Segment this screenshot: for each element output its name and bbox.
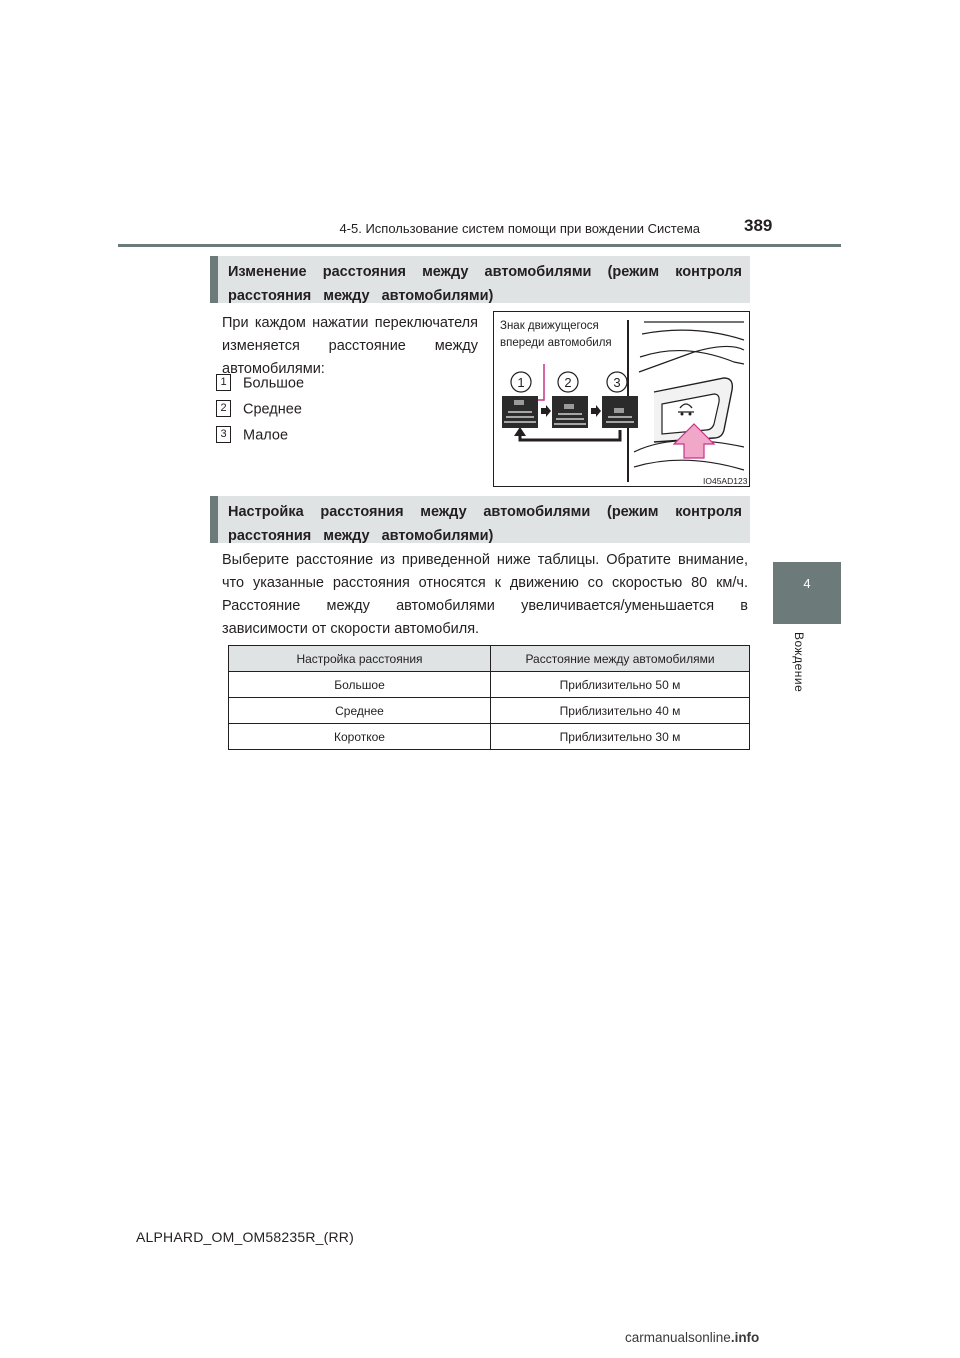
cycle-arrow [520, 430, 620, 440]
svg-text:1: 1 [517, 375, 525, 390]
callout-2 [558, 372, 578, 392]
list-item [216, 375, 304, 392]
list-item [216, 427, 288, 444]
item-number-badge: 1 [216, 374, 231, 391]
item-label: Малое [243, 427, 289, 444]
table-cell: Короткое [229, 724, 491, 750]
table-cell: Приблизительно 50 м [491, 672, 750, 698]
figure-caption [500, 318, 640, 352]
arrow-icon [541, 405, 551, 417]
figure-code: IO45AD123 [703, 476, 748, 486]
display-long-distance [502, 396, 538, 428]
section1-paragraph [222, 312, 478, 381]
svg-text:3: 3 [613, 375, 621, 390]
column-header: Настройка расстояния [229, 646, 491, 672]
section-heading-change-distance [210, 256, 750, 303]
callout-3 [607, 372, 627, 392]
item-label: Большое [243, 375, 305, 392]
section-title: Настройка расстояния между автомобилями (режим контроля расстояния между автомобилями) [228, 504, 742, 544]
list-item [216, 401, 302, 418]
section-heading-set-distance [210, 496, 750, 543]
table-row [229, 672, 750, 698]
header-divider [118, 244, 841, 247]
display-short-distance [602, 396, 638, 428]
item-number-badge: 2 [216, 400, 231, 417]
distance-table [228, 645, 750, 750]
chapter-title: Вождение [792, 632, 806, 693]
column-header: Расстояние между автомобилями [491, 646, 750, 672]
table-row [229, 724, 750, 750]
watermark-suffix: .info [730, 1330, 760, 1345]
leader-line [530, 364, 544, 400]
display-middle-distance [552, 396, 588, 428]
watermark-prefix: carmanualsonline [625, 1330, 731, 1345]
table-cell: Приблизительно 30 м [491, 724, 750, 750]
paragraph-text: При каждом нажатии переключателя изменяется расстояние между автомобилями: [222, 315, 478, 377]
callout-1 [511, 372, 531, 392]
section2-paragraph: Выберите расстояние из приведенной ниже таблицы. Обратите внимание, что указанные расстояния относятся к движению со скоростью 80 км/ч. Расстояние между автомобилями увеличивается/уменьшается в зависимости от скорости автомобиля. [222, 552, 748, 637]
caption-text: Знак движущегося впереди автомобиля [500, 320, 612, 349]
page-number: 389 [744, 216, 773, 235]
chapter-number: 4 [803, 576, 811, 591]
arrow-icon [591, 405, 601, 417]
item-label: Среднее [243, 401, 302, 418]
header-section-path: 4-5. Использование систем помощи при вождении Система [339, 221, 700, 236]
chapter-tab [773, 562, 841, 624]
svg-text:2: 2 [564, 375, 572, 390]
document-code: ALPHARD_OM_OM58235R_(RR) [136, 1229, 354, 1245]
section-title: Изменение расстояния между автомобилями (режим контроля расстояния между автомобилями) [228, 264, 742, 304]
item-number-badge: 3 [216, 426, 231, 443]
table-cell: Среднее [229, 698, 491, 724]
table-cell: Большое [229, 672, 491, 698]
table-row [229, 698, 750, 724]
table-header-row [229, 646, 750, 672]
watermark[interactable] [625, 1330, 759, 1345]
table-cell: Приблизительно 40 м [491, 698, 750, 724]
